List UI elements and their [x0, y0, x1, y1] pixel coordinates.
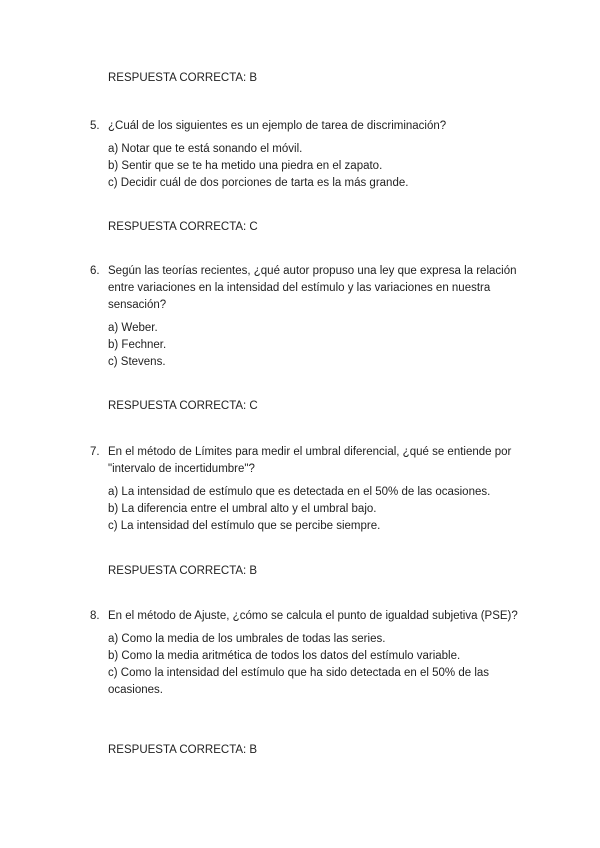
option-b: b) Fechner.	[108, 339, 167, 351]
question-number: 5.	[90, 120, 100, 132]
options-list	[108, 141, 530, 192]
correct-answer-7: RESPUESTA CORRECTA: B	[108, 565, 258, 577]
options-list	[108, 631, 530, 699]
option-a: a) Como la media de los umbrales de todas las series.	[108, 633, 386, 645]
option-a: a) Notar que te está sonando el móvil.	[108, 143, 303, 155]
option-a: a) La intensidad de estímulo que es detectada en el 50% de las ocasiones.	[108, 486, 491, 498]
correct-answer-5: RESPUESTA CORRECTA: C	[108, 221, 258, 233]
question-8	[90, 608, 530, 699]
correct-answer-4: RESPUESTA CORRECTA: B	[108, 72, 258, 84]
question-number: 6.	[90, 265, 100, 277]
question-6	[90, 263, 530, 371]
question-5	[90, 118, 530, 192]
options-list	[108, 484, 530, 535]
options-list	[108, 320, 530, 371]
option-c: c) Decidir cuál de dos porciones de tarta es la más grande.	[108, 177, 409, 189]
question-number: 7.	[90, 446, 100, 458]
question-text: ¿Cuál de los siguientes es un ejemplo de tarea de discriminación?	[108, 120, 447, 132]
option-b: b) La diferencia entre el umbral alto y el umbral bajo.	[108, 503, 377, 515]
option-c: c) La intensidad del estímulo que se percibe siempre.	[108, 520, 381, 532]
question-number: 8.	[90, 610, 100, 622]
option-a: a) Weber.	[108, 322, 158, 334]
option-b: b) Sentir que se te ha metido una piedra en el zapato.	[108, 160, 383, 172]
correct-answer-8: RESPUESTA CORRECTA: B	[108, 744, 258, 756]
question-7	[90, 444, 530, 535]
question-text: Según las teorías recientes, ¿qué autor propuso una ley que expresa la relación entre variaciones en la intensidad del estímulo y las variaciones en nuestra sensación?	[108, 265, 517, 311]
option-b: b) Como la media aritmética de todos los datos del estímulo variable.	[108, 650, 461, 662]
question-text: En el método de Ajuste, ¿cómo se calcula el punto de igualdad subjetiva (PSE)?	[108, 610, 518, 622]
option-c: c) Stevens.	[108, 356, 166, 368]
question-text: En el método de Límites para medir el umbral diferencial, ¿qué se entiende por "intervalo de incertidumbre"?	[108, 446, 512, 475]
correct-answer-6: RESPUESTA CORRECTA: C	[108, 400, 258, 412]
option-c: c) Como la intensidad del estímulo que ha sido detectada en el 50% de las ocasiones.	[108, 667, 490, 696]
